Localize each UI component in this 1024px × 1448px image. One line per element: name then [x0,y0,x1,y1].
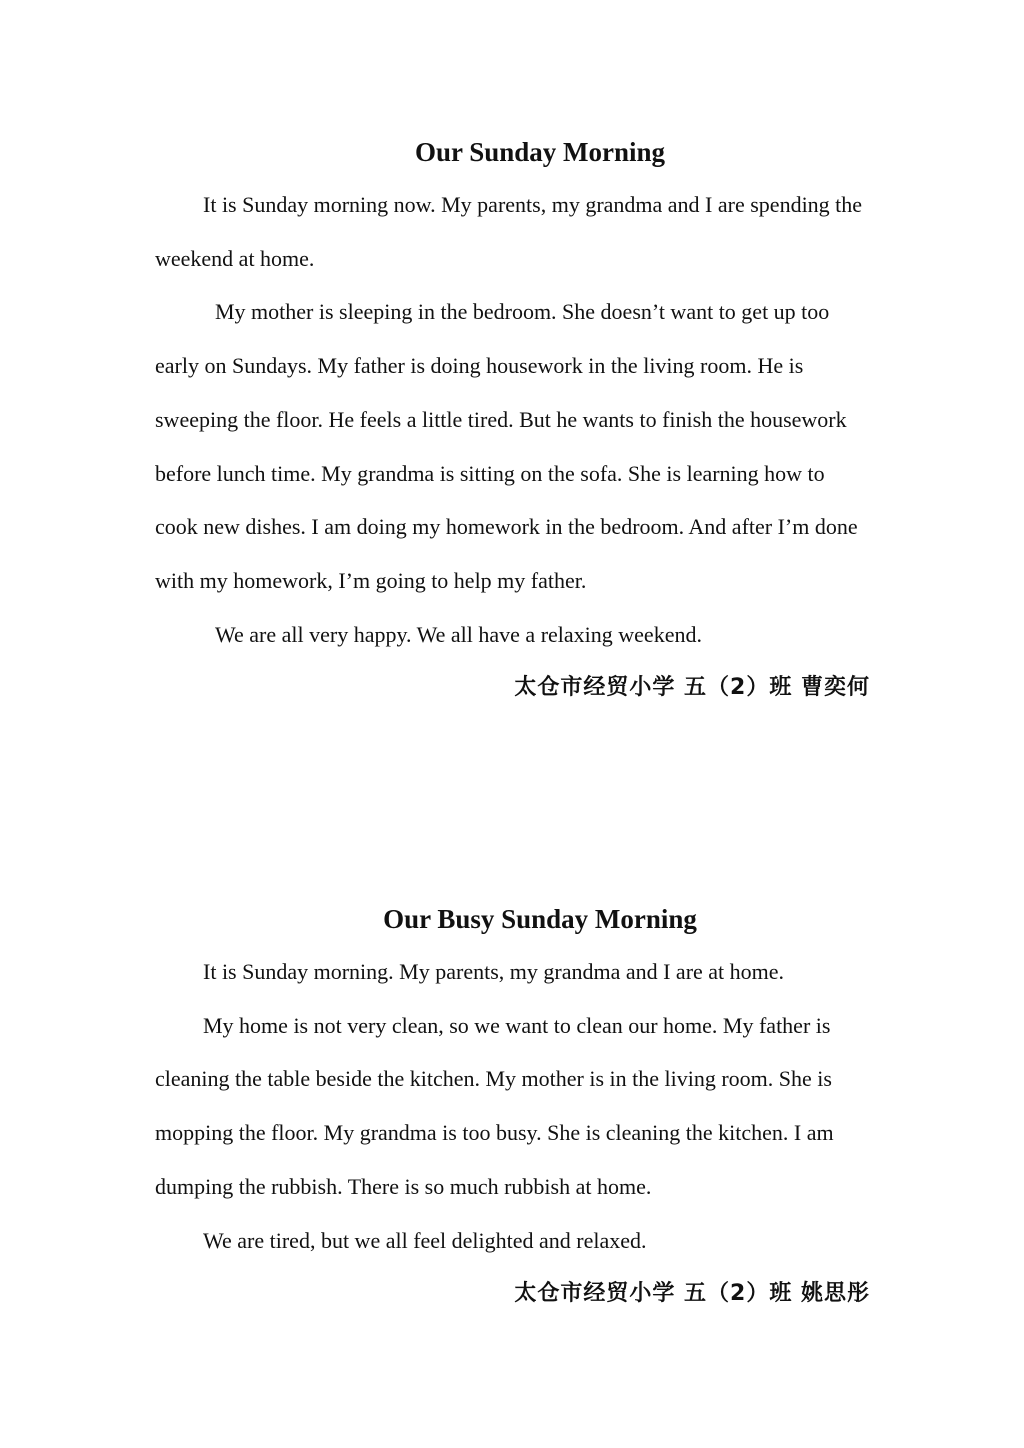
essay-title: Our Busy Sunday Morning [383,904,697,934]
essay-paragraph: We are tired, but we all feel delighted and relaxed. [203,1227,647,1253]
essay-paragraph: It is Sunday morning now. My parents, my grandma and I are spending the weekend at home. [155,192,863,271]
author-signature: 太仓市经贸小学 五（2）班 曹奕何 [514,675,870,701]
essay-paragraph: My mother is sleeping in the bedroom. She doesn’t want to get up too early on Sundays. My father is doing housework in the living room. He is sweeping the floor. He feels a little tired. But he wants to finish the housework before lunch time. My grandma is sitting on the sofa. She is learning how to cook new dishes. I am doing my homework in the bedroom. And after I’m done with my homework, I’m going to help my father. [155,299,858,593]
author-signature: 太仓市经贸小学 五（2）班 姚思彤 [514,1281,870,1307]
essay-paragraph: My home is not very clean, so we want to clean our home. My father is cleaning the table beside the kitchen. My mother is in the living room. She is mopping the floor. My grandma is too busy. She is cleaning the kitchen. I am dumping the rubbish. There is so much rubbish at home. [155,1012,834,1199]
essay-our-sunday-morning [155,132,870,714]
essay-paragraph: We are all very happy. We all have a relaxing weekend. [215,621,702,647]
essay-title: Our Sunday Morning [414,137,666,167]
essay-paragraph: It is Sunday morning. My parents, my grandma and I are at home. [203,959,785,984]
essay-our-busy-sunday-morning [155,899,870,1320]
